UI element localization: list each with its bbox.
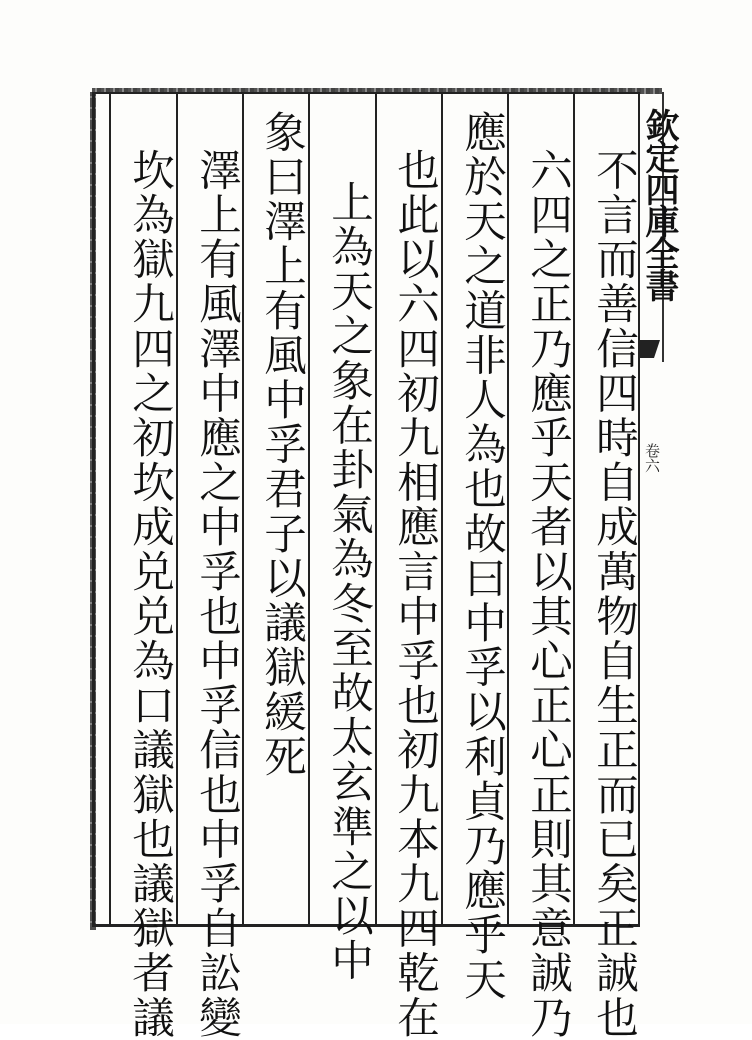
text-column-7: 澤上有風澤中應之中孚也中孚信也中孚自訟變 (192, 148, 241, 1040)
column-divider (441, 94, 443, 926)
column-divider (507, 94, 509, 926)
column-divider (109, 94, 111, 926)
column-divider (375, 94, 377, 926)
text-column-6: 象曰澤上有風中孚君子以議獄緩死 (257, 110, 306, 779)
column-divider (242, 94, 244, 926)
text-column-1: 不言而善信四時自成萬物自生正而已矣正誠也 (589, 148, 638, 1040)
text-column-5: 上為天之象在卦氣為冬至故太玄準之以中 (324, 180, 373, 983)
text-column-2: 六四之正乃應乎天者以其心正心正則其意誠乃 (523, 148, 572, 1040)
text-column-3: 應於天之道非人為也故曰中孚以利貞乃應乎天 (457, 110, 506, 1002)
margin-book-title: 欽定四庫全書 (639, 108, 679, 300)
column-divider (176, 94, 178, 926)
text-column-4: 也此以六四初九相應言中孚也初九本九四乾在 (390, 148, 439, 1040)
column-divider (308, 94, 310, 926)
column-divider (573, 94, 575, 926)
text-column-8: 坎為獄九四之初坎成兑兑為口議獄也議獄者議 (125, 148, 174, 1040)
margin-volume-label: 卷六 (643, 443, 661, 473)
